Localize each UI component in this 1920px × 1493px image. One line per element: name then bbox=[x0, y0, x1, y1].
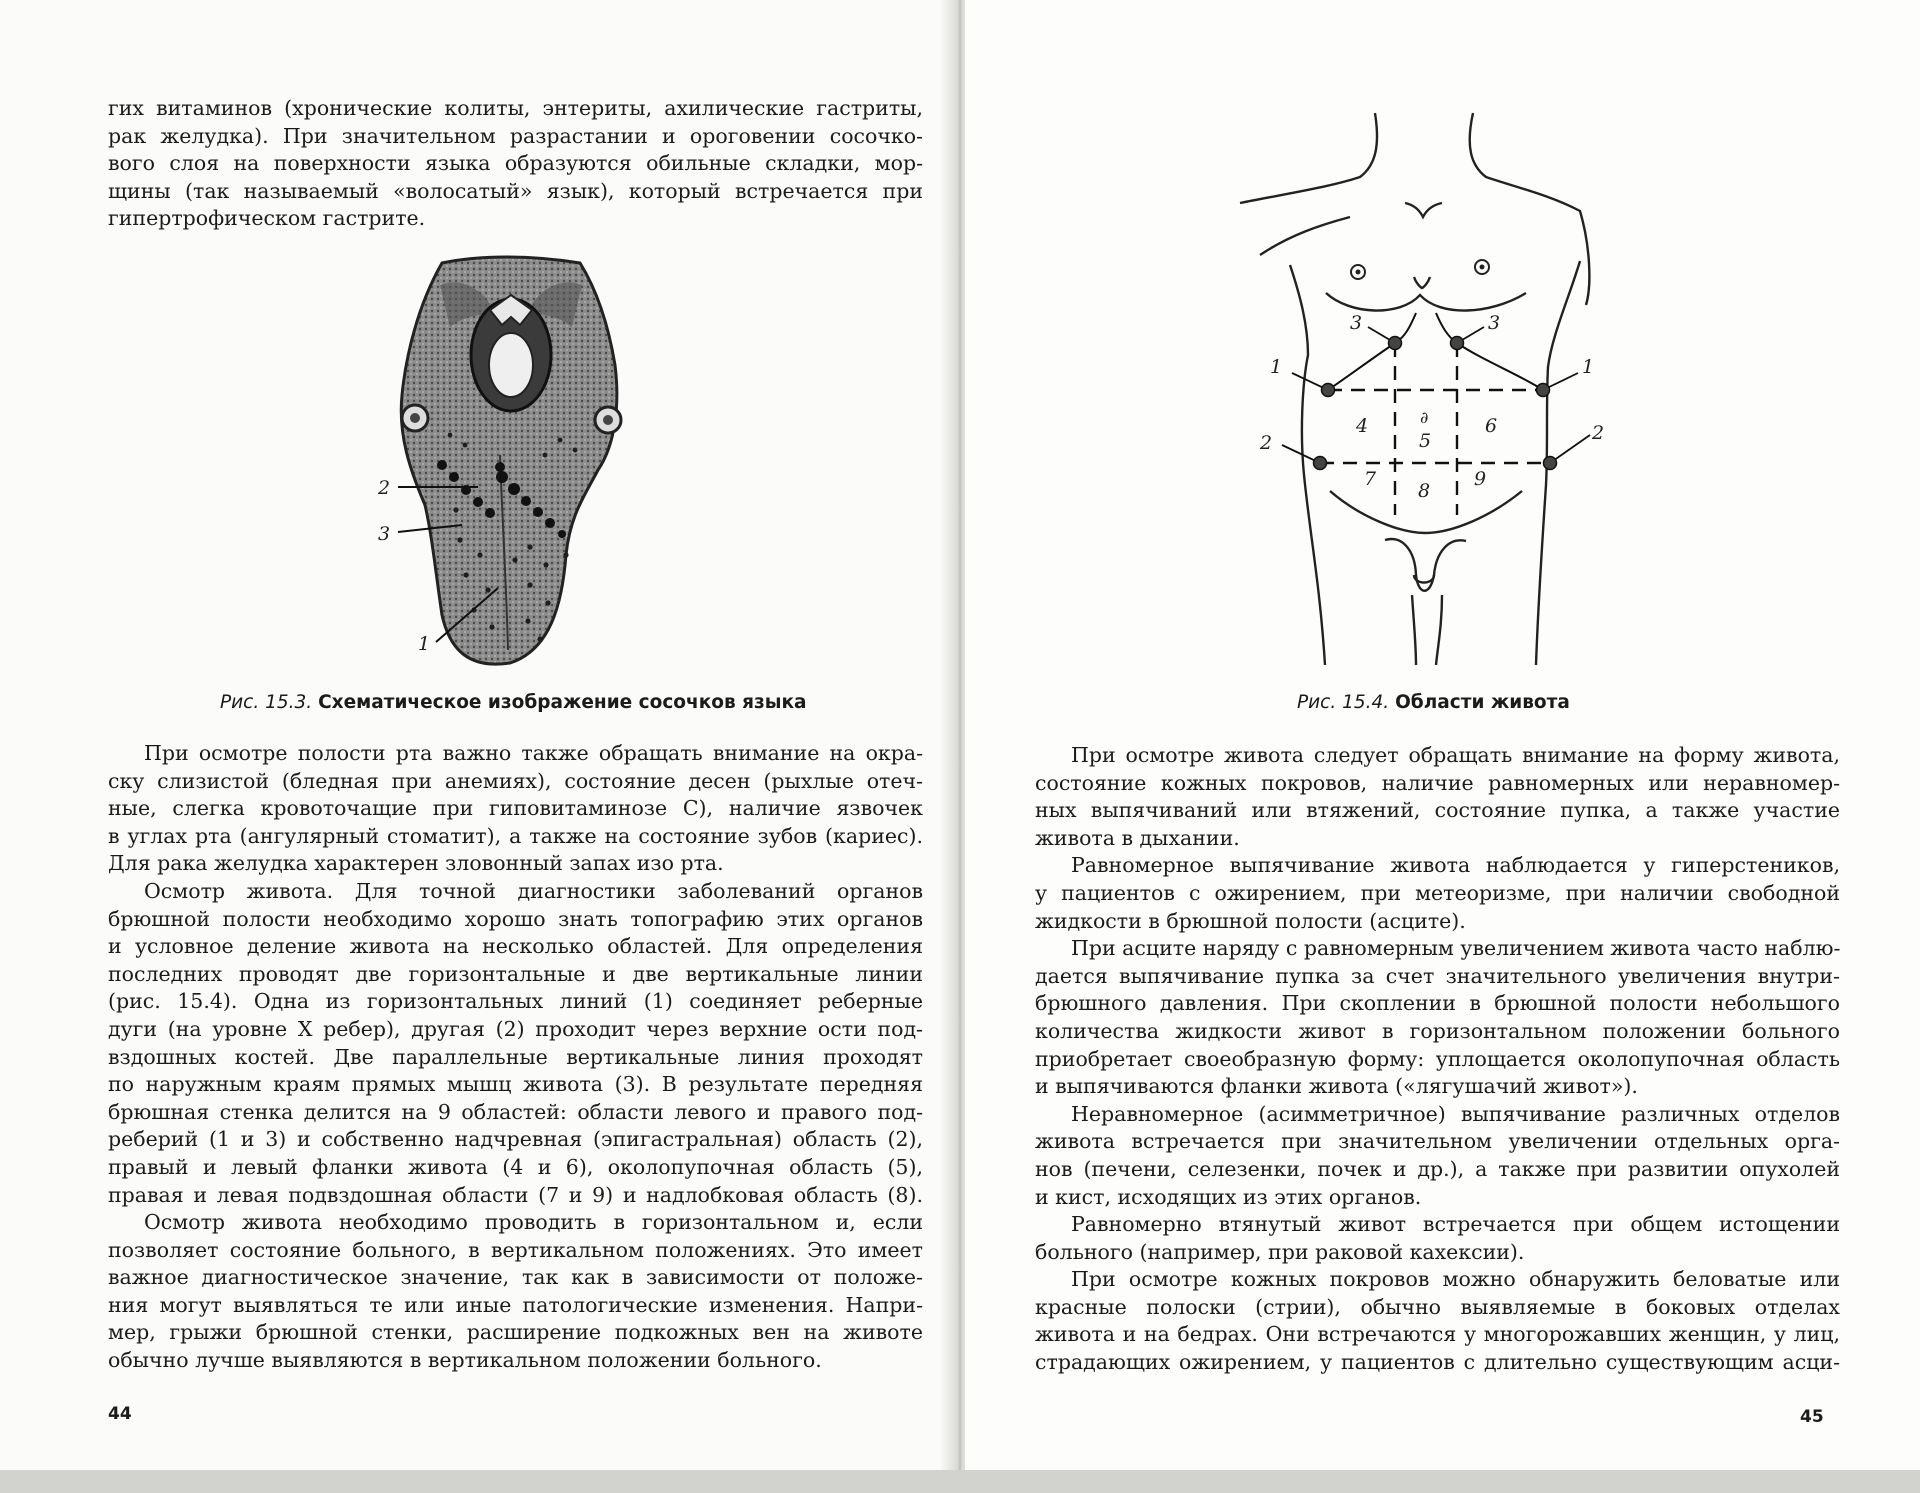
text-line: красные полоски (стрии), обычно выявляемые в боковых отделах bbox=[1035, 1294, 1840, 1319]
text-line: брюшной полости необходимо хорошо знать топографию этих органов bbox=[108, 906, 923, 931]
text-line: живота в дыхании. bbox=[1035, 825, 1240, 850]
left-top-paragraph bbox=[108, 95, 923, 233]
text-line: правый и левый фланки живота (4 и 6), околопупочная область (5), bbox=[108, 1154, 923, 1179]
text-line: ных выпячиваний или втяжений, состояние пупка, а также участие bbox=[1035, 798, 1840, 823]
text-line: При осмотре живота следует обращать внимание на форму живота, bbox=[1071, 743, 1840, 767]
text-line: жидкости в брюшной полости (асците). bbox=[1035, 908, 1466, 933]
line-label: 2 bbox=[1592, 422, 1605, 444]
text-line: живота и на бедрах. Они встречаются у многорожавших женщин, у лиц, bbox=[1035, 1322, 1840, 1347]
text-line: (рис. 15.4). Одна из горизонтальных линий (1) соединяет реберные bbox=[108, 989, 923, 1014]
text-line: и выпячиваются фланки живота («лягушачий живот»). bbox=[1035, 1074, 1638, 1099]
text-line: ску слизистой (бледная при анемиях), состояние десен (рыхлые отеч- bbox=[108, 768, 923, 793]
text-line: Для рака желудка характерен зловонный запах изо рта. bbox=[108, 851, 724, 876]
text-line: и условное деление живота на несколько областей. Для определения bbox=[108, 934, 923, 959]
left-body-text bbox=[108, 740, 923, 1375]
text-line: и кист, исходящих из этих органов. bbox=[1035, 1184, 1422, 1209]
text-line: состояние кожных покровов, наличие равномерных или неравномер- bbox=[1035, 770, 1840, 795]
text-line: мер, грыжи брюшной стенки, расширение подкожных вен на животе bbox=[108, 1320, 923, 1345]
callout-line-1 bbox=[436, 588, 498, 642]
umbilicus-mark: ∂ bbox=[1420, 408, 1429, 427]
text-line: вздошных костей. Две параллельные вертикальные линия проходят bbox=[108, 1044, 923, 1069]
region-label: 4 bbox=[1356, 415, 1369, 437]
text-line: дается выпячивание пупка за счет значительного увеличения внутри- bbox=[1035, 963, 1840, 988]
text-line: правая и левая подвздошная области (7 и 9) и надлобковая область (8). bbox=[108, 1182, 923, 1207]
figure-caption bbox=[1297, 692, 1570, 713]
text-line: рак желудка). При значительном разрастании и ороговении сосочко- bbox=[108, 123, 923, 148]
text-line: у пациентов с ожирением, при метеоризме, при наличии свободной bbox=[1035, 880, 1840, 905]
text-line: больного (например, при раковой кахексии). bbox=[1035, 1239, 1525, 1264]
caption-title: Схематическое изображение сосочков языка bbox=[318, 692, 807, 713]
region-label: 9 bbox=[1474, 468, 1487, 490]
caption-title: Области живота bbox=[1395, 692, 1570, 713]
scan-edge bbox=[0, 1470, 1920, 1493]
text-line: При асците наряду с равномерным увеличением живота часто наблю- bbox=[1071, 936, 1841, 961]
callout-line-3 bbox=[398, 525, 462, 532]
text-line: брюшного давления. При скоплении в брюшной полости небольшого bbox=[1035, 991, 1840, 1016]
text-line: При осмотре кожных покровов можно обнаружить беловатые или bbox=[1071, 1267, 1840, 1292]
page-number: 44 bbox=[108, 1404, 132, 1424]
text-line: Неравномерное (асимметричное) выпячивание различных отделов bbox=[1071, 1101, 1840, 1126]
figure-label: 3 bbox=[378, 523, 391, 545]
text-line: дуги (на уровне X ребер), другая (2) проходит через верхние ости под- bbox=[108, 1016, 923, 1041]
region-label: 8 bbox=[1418, 480, 1431, 502]
text-line: ния могут выявляться те или иные патологические изменения. Напри- bbox=[108, 1292, 923, 1317]
text-line: Равномерно втянутый живот встречается при общем истощении bbox=[1071, 1212, 1840, 1237]
text-line: щины (так называемый «волосатый» язык), который встречается при bbox=[108, 178, 923, 203]
text-line: При осмотре полости рта важно также обращать внимание на окра- bbox=[144, 741, 923, 765]
figure-label: 1 bbox=[418, 633, 431, 655]
figure-caption bbox=[220, 692, 807, 713]
text-line: Равномерное выпячивание живота наблюдается у гиперстеников, bbox=[1071, 853, 1840, 878]
text-line: по наружным краям прямых мышц живота (3). В результате передняя bbox=[108, 1072, 923, 1097]
line-label: 3 bbox=[1350, 312, 1363, 334]
text-line: реберий (1 и 3) и собственно надчревная (эпигастральная) область (2), bbox=[108, 1127, 923, 1152]
text-line: Осмотр живота. Для точной диагностики заболеваний органов bbox=[144, 878, 923, 903]
line-label: 3 bbox=[1488, 312, 1501, 334]
text-line: гипертрофическом гастрите. bbox=[108, 206, 426, 231]
text-line: последних проводят две горизонтальные и две вертикальные линии bbox=[108, 961, 923, 986]
page-number: 45 bbox=[1800, 1407, 1824, 1427]
intersection-dots bbox=[1314, 337, 1557, 470]
text-line: страдающих ожирением, у пациентов с длительно существующим асци- bbox=[1035, 1350, 1840, 1375]
text-line: вого слоя на поверхности языка образуются обильные складки, мор- bbox=[108, 151, 923, 176]
region-label: 5 bbox=[1419, 430, 1432, 452]
text-line: количества жидкости живот в горизонтальном положении больного bbox=[1035, 1018, 1840, 1043]
text-line: нов (печени, селезенки, почек и др.), а также при развитии опухолей bbox=[1035, 1156, 1840, 1181]
right-body-text bbox=[1035, 742, 1840, 1377]
text-line: брюшная стенка делится на 9 областей: области левого и правого под- bbox=[108, 1099, 923, 1124]
text-line: приобретает своеобразную форму: уплощается околопупочная область bbox=[1035, 1046, 1840, 1071]
abdomen-figure bbox=[1230, 105, 1610, 665]
tongue-callouts bbox=[370, 470, 520, 670]
text-line: в углах рта (ангулярный стоматит), а также на состояние зубов (кариес). bbox=[108, 823, 923, 848]
line-label: 1 bbox=[1270, 356, 1283, 378]
caption-number: Рис. 15.3. bbox=[220, 692, 313, 713]
text-line: ные, слегка кровоточащие при гиповитаминозе С), наличие язвочек bbox=[108, 796, 923, 821]
text-line: позволяет состояние больного, в вертикальном положениях. Это имеет bbox=[108, 1237, 923, 1262]
line-label: 2 bbox=[1260, 432, 1273, 454]
right-page bbox=[965, 0, 1920, 1493]
text-line: живота встречается при значительном увеличении отдельных орга- bbox=[1035, 1129, 1840, 1154]
figure-label: 2 bbox=[378, 477, 391, 499]
region-label: 7 bbox=[1364, 468, 1377, 490]
text-line: Осмотр живота необходимо проводить в горизонтальном и, если bbox=[144, 1210, 923, 1235]
text-line: важное диагностическое значение, так как в зависимости от положе- bbox=[108, 1265, 923, 1290]
caption-number: Рис. 15.4. bbox=[1297, 692, 1390, 713]
text-line: гих витаминов (хронические колиты, энтериты, ахилические гастриты, bbox=[108, 96, 923, 120]
left-page bbox=[0, 0, 955, 1493]
region-label: 6 bbox=[1485, 415, 1498, 437]
line-label: 1 bbox=[1582, 356, 1595, 378]
region-lines bbox=[1320, 343, 1550, 515]
text-line: обычно лучше выявляются в вертикальном положении больного. bbox=[108, 1348, 822, 1373]
